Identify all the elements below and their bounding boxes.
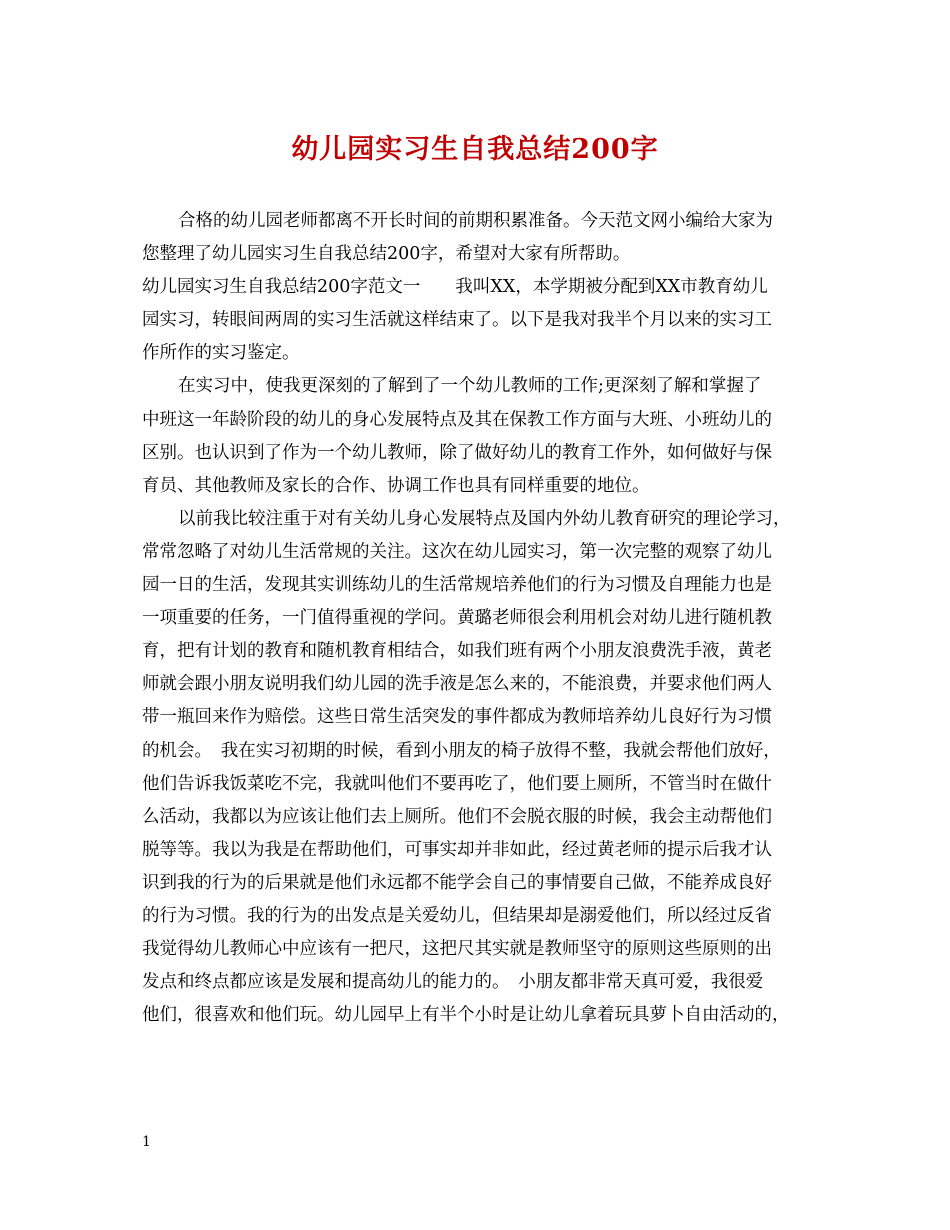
text-line: 带一瓶回来作为赔偿。这些日常生活突发的事件都成为教师培养幼儿良好行为习惯 bbox=[142, 707, 772, 728]
text-line: 脱等等。我以为我是在帮助他们，可事实却并非如此，经过黄老师的提示后我才认 bbox=[142, 839, 772, 860]
text-line: 幼儿园实习生自我总结200字范文一 我叫XX，本学期被分配到XX市教育幼儿 bbox=[142, 277, 768, 298]
text-line: 他们告诉我饭菜吃不完，我就叫他们不要再吃了，他们要上厕所，不管当时在做什 bbox=[142, 773, 772, 794]
text-line: 以前我比较注重于对有关幼儿身心发展特点及国内外幼儿教育研究的理论学习， bbox=[178, 508, 791, 529]
text-line: 园一日的生活，发现其实训练幼儿的生活常规培养他们的行为习惯及自理能力也是 bbox=[142, 575, 772, 596]
text-line: 识到我的行为的后果就是他们永远都不能学会自己的事情要自己做，不能养成良好 bbox=[142, 872, 772, 893]
text-line: 一项重要的任务，一门值得重视的学问。黄璐老师很会利用机会对幼儿进行随机教 bbox=[142, 608, 772, 629]
text-line: 师就会跟小朋友说明我们幼儿园的洗手液是怎么来的，不能浪费，并要求他们两人 bbox=[142, 674, 772, 695]
text-line: 发点和终点都应该是发展和提高幼儿的能力的。 小朋友都非常天真可爱，我很爱 bbox=[142, 972, 764, 993]
text-line: 么活动，我都以为应该让他们去上厕所。他们不会脱衣服的时候，我会主动帮他们 bbox=[142, 806, 772, 827]
text-line: 我觉得幼儿教师心中应该有一把尺，这把尺其实就是教师坚守的原则这些原则的出 bbox=[142, 939, 772, 960]
text-line: 育员、其他教师及家长的合作、协调工作也具有同样重要的地位。 bbox=[142, 475, 650, 496]
text-line: 区别。也认识到了作为一个幼儿教师，除了做好幼儿的教育工作外，如何做好与保 bbox=[142, 442, 772, 463]
text-line: 育，把有计划的教育和随机教育相结合，如我们班有两个小朋友浪费洗手液，黄老 bbox=[142, 641, 772, 662]
text-line: 合格的幼儿园老师都离不开长时间的前期积累准备。今天范文网小编给大家为 bbox=[178, 211, 773, 231]
text-line: 中班这一年龄阶段的幼儿的身心发展特点及其在保教工作方面与大班、小班幼儿的 bbox=[142, 409, 772, 430]
text-line: 的行为习惯。我的行为的出发点是关爱幼儿，但结果却是溺爱他们，所以经过反省 bbox=[142, 905, 772, 926]
text-line: 的机会。 我在实习初期的时候，看到小朋友的椅子放得不整，我就会帮他们放好， bbox=[142, 740, 781, 761]
text-line: 作所作的实习鉴定。 bbox=[142, 343, 300, 364]
text-line: 他们，很喜欢和他们玩。幼儿园早上有半个小时是让幼儿拿着玩具萝卜自由活动的， bbox=[142, 1005, 790, 1026]
document-title: 幼儿园实习生自我总结200字 bbox=[291, 134, 659, 165]
text-line: 在实习中，使我更深刻的了解到了一个幼儿教师的工作;更深刻了解和掌握了 bbox=[178, 376, 762, 397]
text-line: 园实习，转眼间两周的实习生活就这样结束了。以下是我对我半个月以来的实习工 bbox=[142, 310, 772, 331]
text-line: 常常忽略了对幼儿生活常规的关注。这次在幼儿园实习，第一次完整的观察了幼儿 bbox=[142, 541, 772, 562]
document-body bbox=[142, 205, 832, 1032]
page-number: 1 bbox=[142, 1134, 151, 1150]
text-line: 您整理了幼儿园实习生自我总结200字，希望对大家有所帮助。 bbox=[142, 244, 631, 265]
